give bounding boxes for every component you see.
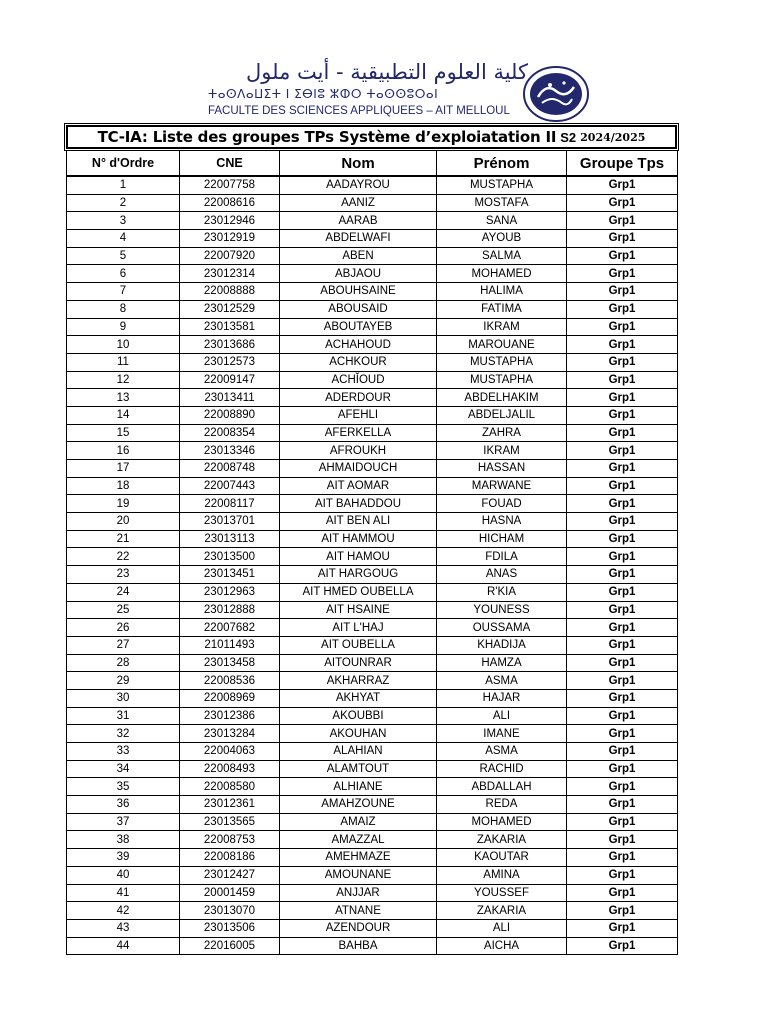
prenom-cell: KAOUTAR: [437, 849, 567, 867]
cne-cell: 22007920: [180, 247, 280, 265]
groupe-cell: Grp1: [567, 672, 678, 690]
prenom-cell: MUSTAPHA: [437, 353, 567, 371]
cne-cell: 23013411: [180, 389, 280, 407]
nom-cell: ABEN: [280, 247, 437, 265]
groupe-cell: Grp1: [567, 389, 678, 407]
table-row: [67, 619, 678, 637]
table-row: [67, 760, 678, 778]
order-cell: 13: [67, 389, 180, 407]
nom-cell: AITOUNRAR: [280, 654, 437, 672]
order-cell: 17: [67, 460, 180, 478]
prenom-cell: ANAS: [437, 566, 567, 584]
groupe-cell: Grp1: [567, 601, 678, 619]
nom-cell: AKHYAT: [280, 689, 437, 707]
order-cell: 16: [67, 442, 180, 460]
cne-cell: 23012919: [180, 230, 280, 248]
order-cell: 39: [67, 849, 180, 867]
prenom-cell: R'KIA: [437, 583, 567, 601]
order-cell: 18: [67, 477, 180, 495]
order-cell: 2: [67, 194, 180, 212]
groupe-cell: Grp1: [567, 265, 678, 283]
cne-cell: 23013451: [180, 566, 280, 584]
document-title-box: [66, 125, 677, 149]
nom-cell: AFEHLI: [280, 406, 437, 424]
nom-cell: AKOUHAN: [280, 725, 437, 743]
prenom-cell: HAMZA: [437, 654, 567, 672]
table-row: [67, 442, 678, 460]
cne-cell: 23012386: [180, 707, 280, 725]
table-row: [67, 389, 678, 407]
column-header-nom: Nom: [280, 151, 437, 177]
cne-cell: 20001459: [180, 884, 280, 902]
order-cell: 38: [67, 831, 180, 849]
cne-cell: 23012314: [180, 265, 280, 283]
groupe-cell: Grp1: [567, 813, 678, 831]
order-cell: 10: [67, 336, 180, 354]
prenom-cell: YOUNESS: [437, 601, 567, 619]
prenom-cell: ASMA: [437, 743, 567, 761]
prenom-cell: HAJAR: [437, 689, 567, 707]
prenom-cell: YOUSSEF: [437, 884, 567, 902]
order-cell: 25: [67, 601, 180, 619]
order-cell: 8: [67, 300, 180, 318]
prenom-cell: ABDALLAH: [437, 778, 567, 796]
order-cell: 33: [67, 743, 180, 761]
groupe-cell: Grp1: [567, 424, 678, 442]
column-header-prenom: Prénom: [437, 151, 567, 177]
table-row: [67, 548, 678, 566]
prenom-cell: HASSAN: [437, 460, 567, 478]
table-row: [67, 530, 678, 548]
nom-cell: AIT HAMMOU: [280, 530, 437, 548]
order-cell: 27: [67, 636, 180, 654]
groupe-cell: Grp1: [567, 884, 678, 902]
groupe-cell: Grp1: [567, 725, 678, 743]
groupe-cell: Grp1: [567, 371, 678, 389]
prenom-cell: AICHA: [437, 937, 567, 955]
nom-cell: ADERDOUR: [280, 389, 437, 407]
cne-cell: 23013565: [180, 813, 280, 831]
groupe-cell: Grp1: [567, 689, 678, 707]
groupe-cell: Grp1: [567, 283, 678, 301]
prenom-cell: MUSTAPHA: [437, 371, 567, 389]
prenom-cell: MUSTAPHA: [437, 176, 567, 194]
cne-cell: 22016005: [180, 937, 280, 955]
faculty-name-french: FACULTE DES SCIENCES APPLIQUEES – AIT MELLOUL: [208, 105, 510, 117]
table-row: [67, 725, 678, 743]
groupe-cell: Grp1: [567, 300, 678, 318]
nom-cell: ALAHIAN: [280, 743, 437, 761]
nom-cell: AIT L'HAJ: [280, 619, 437, 637]
table-row: [67, 919, 678, 937]
nom-cell: AMAZZAL: [280, 831, 437, 849]
order-cell: 22: [67, 548, 180, 566]
table-row: [67, 300, 678, 318]
table-header-row: [67, 151, 678, 177]
prenom-cell: OUSSAMA: [437, 619, 567, 637]
table-row: [67, 884, 678, 902]
order-cell: 40: [67, 866, 180, 884]
cne-cell: 22009147: [180, 371, 280, 389]
table-row: [67, 460, 678, 478]
order-cell: 21: [67, 530, 180, 548]
table-row: [67, 778, 678, 796]
cne-cell: 22008890: [180, 406, 280, 424]
groupe-cell: Grp1: [567, 707, 678, 725]
order-cell: 3: [67, 212, 180, 230]
table-row: [67, 318, 678, 336]
table-row: [67, 194, 678, 212]
table-row: [67, 601, 678, 619]
academic-year: 2024/2025: [580, 130, 646, 144]
prenom-cell: HALIMA: [437, 283, 567, 301]
order-cell: 42: [67, 902, 180, 920]
groupe-cell: Grp1: [567, 353, 678, 371]
cne-cell: 21011493: [180, 636, 280, 654]
cne-cell: 22008117: [180, 495, 280, 513]
nom-cell: ABOUSAID: [280, 300, 437, 318]
groupe-cell: Grp1: [567, 849, 678, 867]
cne-cell: 22008753: [180, 831, 280, 849]
cne-cell: 23012361: [180, 796, 280, 814]
document-title: TC-IA: Liste des groupes TPs Système d’exploiatation II: [97, 128, 557, 146]
nom-cell: ALHIANE: [280, 778, 437, 796]
prenom-cell: FOUAD: [437, 495, 567, 513]
prenom-cell: FDILA: [437, 548, 567, 566]
prenom-cell: ABDELJALIL: [437, 406, 567, 424]
semester-label: S2: [560, 129, 577, 145]
table-row: [67, 831, 678, 849]
prenom-cell: AMINA: [437, 866, 567, 884]
groupe-cell: Grp1: [567, 566, 678, 584]
nom-cell: AADAYROU: [280, 176, 437, 194]
prenom-cell: MOSTAFA: [437, 194, 567, 212]
university-seal-logo: [522, 65, 590, 123]
order-cell: 30: [67, 689, 180, 707]
prenom-cell: ZAHRA: [437, 424, 567, 442]
table-row: [67, 230, 678, 248]
order-cell: 1: [67, 176, 180, 194]
prenom-cell: HICHAM: [437, 530, 567, 548]
groupe-cell: Grp1: [567, 902, 678, 920]
cne-cell: 22008354: [180, 424, 280, 442]
groupe-cell: Grp1: [567, 743, 678, 761]
nom-cell: AMAHZOUNE: [280, 796, 437, 814]
prenom-cell: ZAKARIA: [437, 831, 567, 849]
prenom-cell: MOHAMED: [437, 813, 567, 831]
nom-cell: AARAB: [280, 212, 437, 230]
table-row: [67, 265, 678, 283]
cne-cell: 22008888: [180, 283, 280, 301]
cne-cell: 23013581: [180, 318, 280, 336]
prenom-cell: ASMA: [437, 672, 567, 690]
cne-cell: 22008186: [180, 849, 280, 867]
nom-cell: ACHKOUR: [280, 353, 437, 371]
nom-cell: AIT AOMAR: [280, 477, 437, 495]
cne-cell: 23012427: [180, 866, 280, 884]
prenom-cell: ALI: [437, 919, 567, 937]
order-cell: 11: [67, 353, 180, 371]
nom-cell: AMOUNANE: [280, 866, 437, 884]
prenom-cell: MARWANE: [437, 477, 567, 495]
cne-cell: 22008748: [180, 460, 280, 478]
order-cell: 28: [67, 654, 180, 672]
table-row: [67, 937, 678, 955]
nom-cell: ACHAHOUD: [280, 336, 437, 354]
groupe-cell: Grp1: [567, 230, 678, 248]
prenom-cell: ABDELHAKIM: [437, 389, 567, 407]
groupe-cell: Grp1: [567, 477, 678, 495]
nom-cell: BAHBA: [280, 937, 437, 955]
groupe-cell: Grp1: [567, 530, 678, 548]
table-row: [67, 583, 678, 601]
prenom-cell: FATIMA: [437, 300, 567, 318]
nom-cell: AHMAIDOUCH: [280, 460, 437, 478]
prenom-cell: MAROUANE: [437, 336, 567, 354]
nom-cell: ANJJAR: [280, 884, 437, 902]
table-row: [67, 707, 678, 725]
prenom-cell: ALI: [437, 707, 567, 725]
groupe-cell: Grp1: [567, 636, 678, 654]
groupe-cell: Grp1: [567, 194, 678, 212]
groupe-cell: Grp1: [567, 796, 678, 814]
nom-cell: ABJAOU: [280, 265, 437, 283]
cne-cell: 23012529: [180, 300, 280, 318]
cne-cell: 22008493: [180, 760, 280, 778]
order-cell: 35: [67, 778, 180, 796]
cne-cell: 23013686: [180, 336, 280, 354]
table-row: [67, 636, 678, 654]
groupe-cell: Grp1: [567, 176, 678, 194]
prenom-cell: RACHID: [437, 760, 567, 778]
table-row: [67, 672, 678, 690]
groupe-cell: Grp1: [567, 831, 678, 849]
table-row: [67, 495, 678, 513]
table-row: [67, 849, 678, 867]
order-cell: 29: [67, 672, 180, 690]
nom-cell: AFROUKH: [280, 442, 437, 460]
groupe-cell: Grp1: [567, 247, 678, 265]
groupe-cell: Grp1: [567, 495, 678, 513]
order-cell: 5: [67, 247, 180, 265]
column-header-cne: CNE: [180, 151, 280, 177]
table-row: [67, 353, 678, 371]
table-row: [67, 283, 678, 301]
nom-cell: ALAMTOUT: [280, 760, 437, 778]
order-cell: 26: [67, 619, 180, 637]
groupe-cell: Grp1: [567, 760, 678, 778]
groupe-cell: Grp1: [567, 460, 678, 478]
order-cell: 41: [67, 884, 180, 902]
cne-cell: 22008580: [180, 778, 280, 796]
order-cell: 32: [67, 725, 180, 743]
order-cell: 7: [67, 283, 180, 301]
order-cell: 34: [67, 760, 180, 778]
table-row: [67, 743, 678, 761]
cne-cell: 23012946: [180, 212, 280, 230]
table-row: [67, 176, 678, 194]
cne-cell: 22007758: [180, 176, 280, 194]
nom-cell: AIT BAHADDOU: [280, 495, 437, 513]
nom-cell: AIT HARGOUG: [280, 566, 437, 584]
nom-cell: AMAIZ: [280, 813, 437, 831]
prenom-cell: SALMA: [437, 247, 567, 265]
table-row: [67, 796, 678, 814]
nom-cell: ATNANE: [280, 902, 437, 920]
cne-cell: 22008969: [180, 689, 280, 707]
table-row: [67, 813, 678, 831]
nom-cell: AFERKELLA: [280, 424, 437, 442]
groupe-cell: Grp1: [567, 654, 678, 672]
table-row: [67, 513, 678, 531]
groupe-cell: Grp1: [567, 866, 678, 884]
table-row: [67, 477, 678, 495]
groupe-cell: Grp1: [567, 548, 678, 566]
nom-cell: ABOUTAYEB: [280, 318, 437, 336]
nom-cell: AKHARRAZ: [280, 672, 437, 690]
cne-cell: 22008616: [180, 194, 280, 212]
order-cell: 15: [67, 424, 180, 442]
nom-cell: ACHǏOUD: [280, 371, 437, 389]
groupe-cell: Grp1: [567, 583, 678, 601]
groupe-cell: Grp1: [567, 513, 678, 531]
table-row: [67, 406, 678, 424]
groupe-cell: Grp1: [567, 778, 678, 796]
order-cell: 20: [67, 513, 180, 531]
groups-table: [66, 150, 678, 955]
cne-cell: 23013113: [180, 530, 280, 548]
column-header-order: N° d'Ordre: [67, 151, 180, 177]
order-cell: 6: [67, 265, 180, 283]
cne-cell: 23013701: [180, 513, 280, 531]
groupe-cell: Grp1: [567, 406, 678, 424]
order-cell: 36: [67, 796, 180, 814]
cne-cell: 23013284: [180, 725, 280, 743]
cne-cell: 23012573: [180, 353, 280, 371]
prenom-cell: HASNA: [437, 513, 567, 531]
cne-cell: 22007443: [180, 477, 280, 495]
cne-cell: 23012963: [180, 583, 280, 601]
prenom-cell: IMANE: [437, 725, 567, 743]
nom-cell: AIT OUBELLA: [280, 636, 437, 654]
table-row: [67, 654, 678, 672]
order-cell: 12: [67, 371, 180, 389]
cne-cell: 23013070: [180, 902, 280, 920]
prenom-cell: MOHAMED: [437, 265, 567, 283]
order-cell: 31: [67, 707, 180, 725]
cne-cell: 23013346: [180, 442, 280, 460]
nom-cell: AANIZ: [280, 194, 437, 212]
groupe-cell: Grp1: [567, 919, 678, 937]
table-row: [67, 247, 678, 265]
nom-cell: AIT HMED OUBELLA: [280, 583, 437, 601]
faculty-name-arabic: كلية العلوم التطبيقية - أيت ملول: [246, 60, 528, 84]
prenom-cell: IKRAM: [437, 318, 567, 336]
table-body: [67, 176, 678, 955]
nom-cell: AIT HAMOU: [280, 548, 437, 566]
nom-cell: AIT BEN ALI: [280, 513, 437, 531]
cne-cell: 23013506: [180, 919, 280, 937]
nom-cell: AKOUBBI: [280, 707, 437, 725]
prenom-cell: SANA: [437, 212, 567, 230]
nom-cell: ABOUHSAINE: [280, 283, 437, 301]
prenom-cell: KHADIJA: [437, 636, 567, 654]
groupe-cell: Grp1: [567, 442, 678, 460]
prenom-cell: REDA: [437, 796, 567, 814]
table-row: [67, 866, 678, 884]
order-cell: 23: [67, 566, 180, 584]
order-cell: 14: [67, 406, 180, 424]
column-header-groupe: Groupe Tps: [567, 151, 678, 177]
order-cell: 43: [67, 919, 180, 937]
groupe-cell: Grp1: [567, 336, 678, 354]
cne-cell: 22004063: [180, 743, 280, 761]
table-row: [67, 689, 678, 707]
table-row: [67, 902, 678, 920]
prenom-cell: IKRAM: [437, 442, 567, 460]
table-row: [67, 212, 678, 230]
faculty-name-tifinagh: ⵜⴰⵙⴷⴰⵡⵉⵜ ⵏ ⵉⴱⵏⵓ ⵣⵀⵔ ⵜⴰⵙⵙⵓⵔⴰⵏ: [208, 87, 439, 101]
prenom-cell: ZAKARIA: [437, 902, 567, 920]
order-cell: 4: [67, 230, 180, 248]
cne-cell: 23012888: [180, 601, 280, 619]
nom-cell: ABDELWAFI: [280, 230, 437, 248]
table-row: [67, 336, 678, 354]
groupe-cell: Grp1: [567, 619, 678, 637]
groupe-cell: Grp1: [567, 318, 678, 336]
nom-cell: AMEHMAZE: [280, 849, 437, 867]
cne-cell: 23013500: [180, 548, 280, 566]
prenom-cell: AYOUB: [437, 230, 567, 248]
nom-cell: AZENDOUR: [280, 919, 437, 937]
table-row: [67, 424, 678, 442]
order-cell: 19: [67, 495, 180, 513]
order-cell: 37: [67, 813, 180, 831]
order-cell: 9: [67, 318, 180, 336]
cne-cell: 22008536: [180, 672, 280, 690]
cne-cell: 23013458: [180, 654, 280, 672]
cne-cell: 22007682: [180, 619, 280, 637]
table-row: [67, 566, 678, 584]
nom-cell: AIT HSAINE: [280, 601, 437, 619]
order-cell: 24: [67, 583, 180, 601]
order-cell: 44: [67, 937, 180, 955]
groupe-cell: Grp1: [567, 937, 678, 955]
groupe-cell: Grp1: [567, 212, 678, 230]
table-row: [67, 371, 678, 389]
